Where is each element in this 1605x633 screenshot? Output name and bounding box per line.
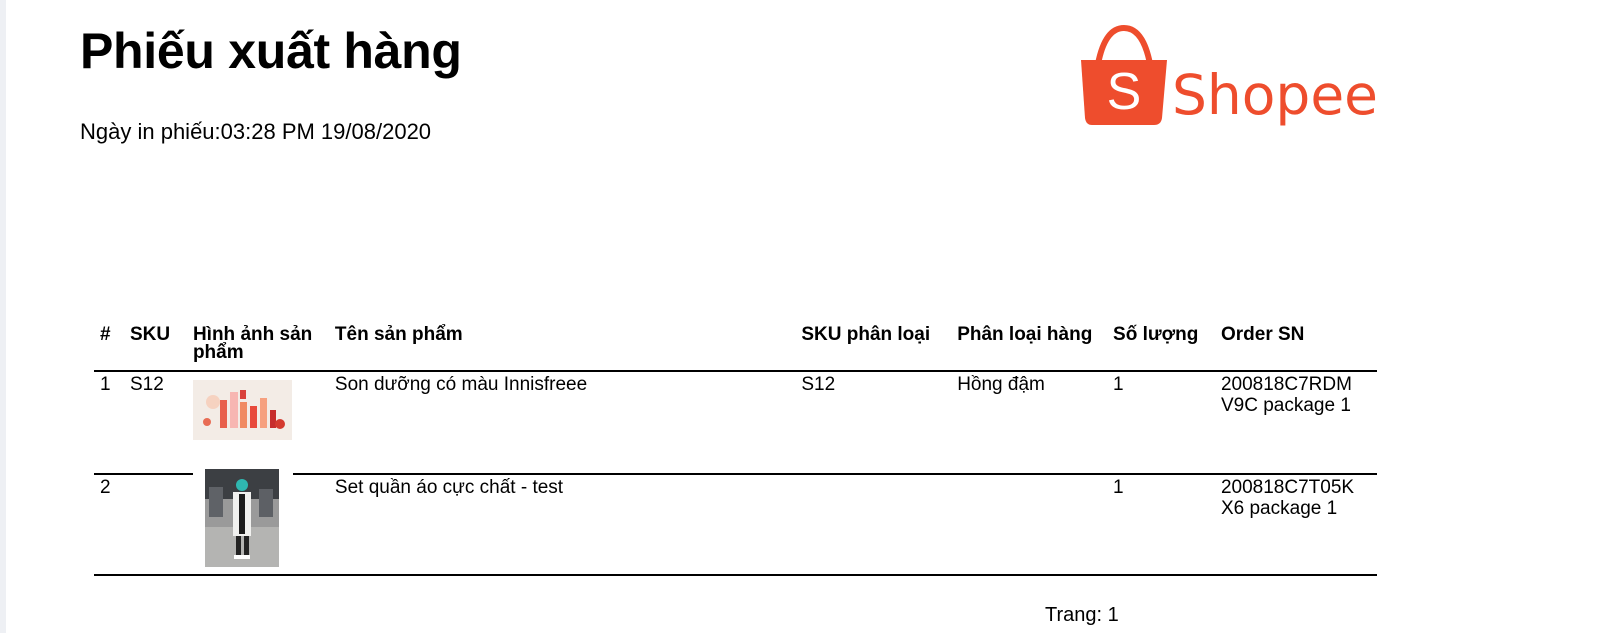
viewer-left-edge <box>0 0 6 633</box>
header-order-sn: Order SN <box>1215 324 1377 371</box>
row-variant-sku <box>795 474 951 575</box>
row-sku: S12 <box>124 371 187 474</box>
page-number: Trang: 1 <box>1045 604 1119 626</box>
print-date <box>80 119 431 145</box>
lipstick-product-photo-icon <box>193 380 292 440</box>
row-name: Set quần áo cực chất - test <box>329 474 795 575</box>
row-order-sn <box>1215 371 1377 474</box>
row-variant-sku: S12 <box>795 371 951 474</box>
row-quantity: 1 <box>1107 371 1215 474</box>
row-name: Son dưỡng có màu Innisfreee <box>329 371 795 474</box>
cut-off-top-text <box>0 0 1605 1</box>
table-header-row <box>94 324 1377 371</box>
print-date-label: Ngày in phiếu: <box>80 119 221 144</box>
order-sn-line-2: V9C package 1 <box>1220 395 1351 416</box>
order-sn-line-1: 200818C7RDM <box>1220 374 1352 395</box>
header-name: Tên sản phẩm <box>329 324 795 371</box>
header-variant-sku: SKU phân loại <box>795 324 951 371</box>
table-row <box>94 474 1377 575</box>
fashion-model-photo-icon <box>193 469 293 567</box>
shopping-bag-icon <box>1098 28 1150 64</box>
shopee-logo <box>1078 22 1398 137</box>
row-no: 2 <box>94 474 124 575</box>
header-no: # <box>94 324 124 371</box>
page-title: Phiếu xuất hàng <box>80 23 462 79</box>
row-no: 1 <box>94 371 124 474</box>
table-row <box>94 371 1377 474</box>
header-variant: Phân loại hàng <box>951 324 1107 371</box>
row-image-cell <box>187 474 329 575</box>
logo-bag-letter: S <box>1106 63 1142 121</box>
row-sku <box>124 474 187 575</box>
row-variant: Hồng đậm <box>951 371 1107 474</box>
header-sku: SKU <box>124 324 187 371</box>
row-variant <box>951 474 1107 575</box>
row-quantity: 1 <box>1107 474 1215 575</box>
order-sn-line-2: X6 package 1 <box>1220 498 1338 519</box>
logo-wordmark: Shopee <box>1172 63 1379 127</box>
row-image-cell <box>187 371 329 474</box>
row-order-sn <box>1215 474 1377 575</box>
header-quantity: Số lượng <box>1107 324 1215 371</box>
order-items-table <box>94 324 1377 576</box>
order-sn-line-1: 200818C7T05K <box>1220 477 1355 498</box>
print-date-value: 03:28 PM 19/08/2020 <box>220 119 432 144</box>
header-image: Hình ảnh sản phẩm <box>187 324 329 371</box>
